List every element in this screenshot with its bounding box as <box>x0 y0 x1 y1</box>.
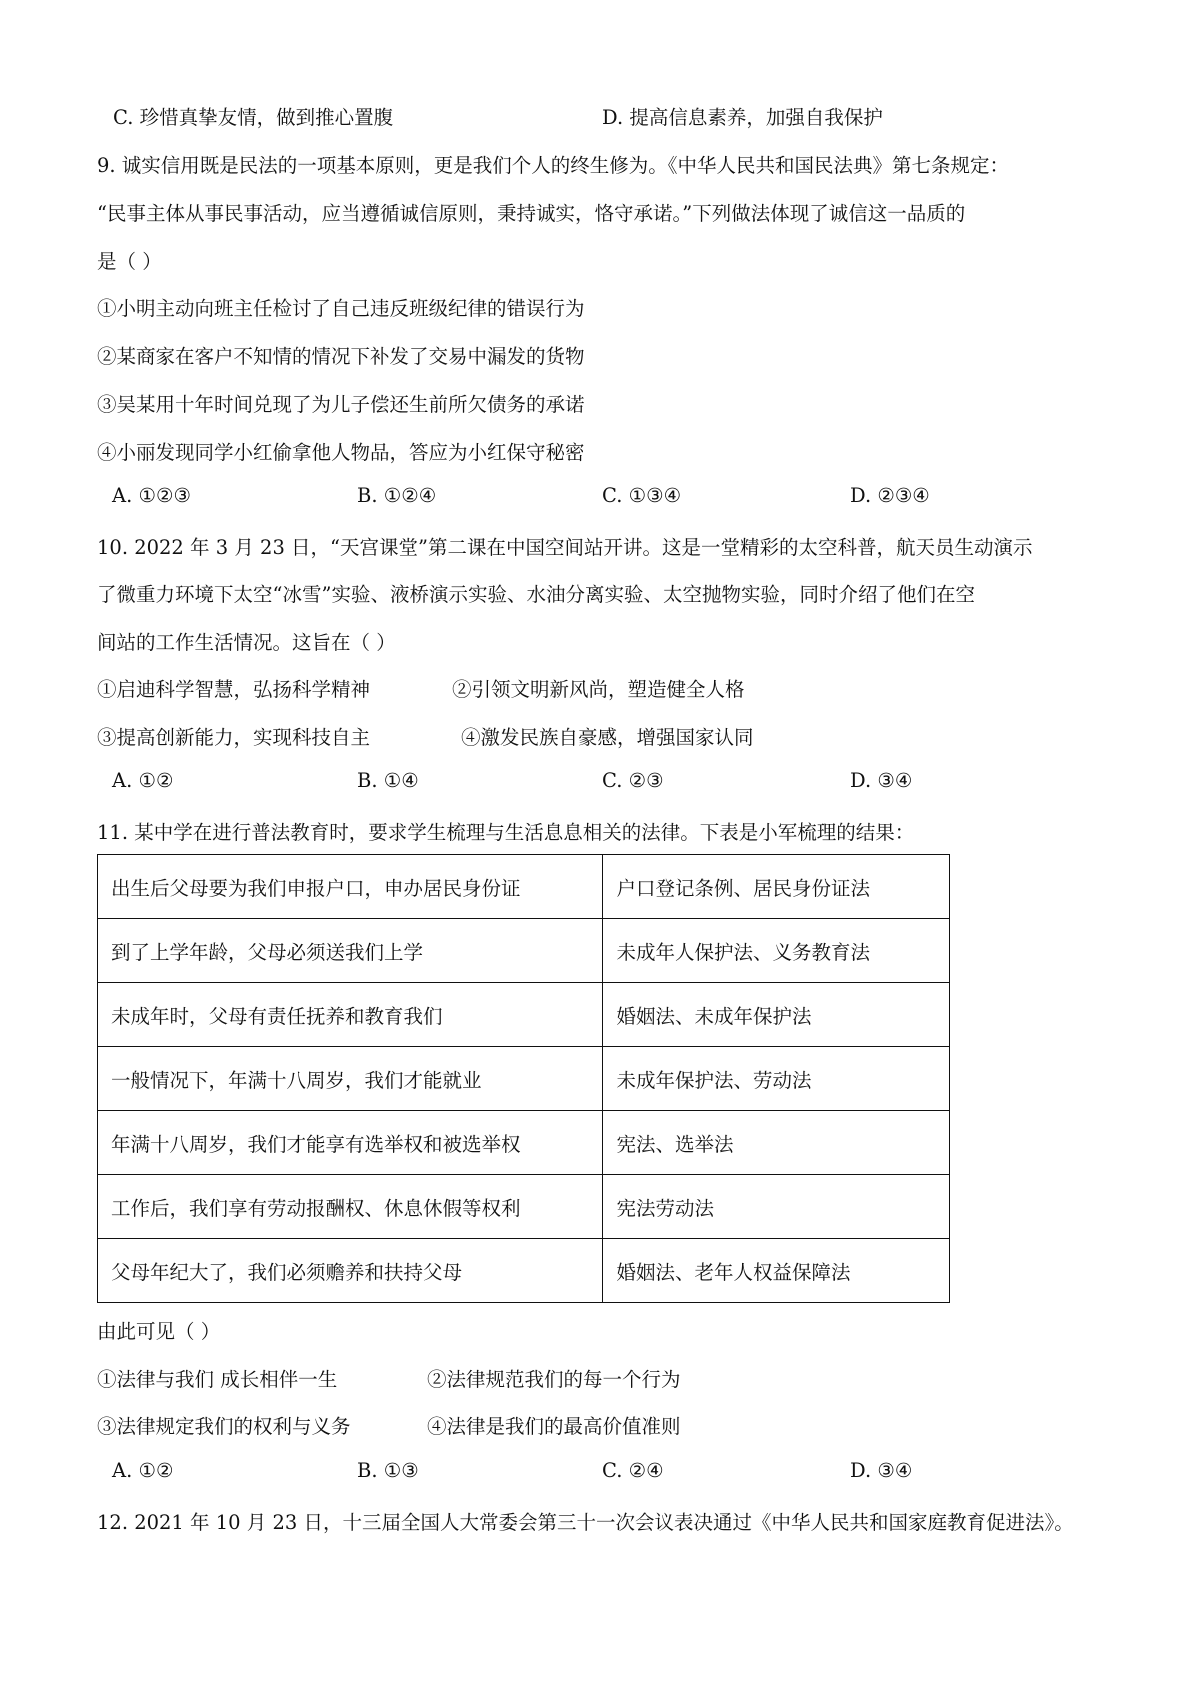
q9-statement-1: ①小明主动向班主任检讨了自己违反班级纪律的错误行为 <box>97 297 585 320</box>
table-cell-law: 宪法劳动法 <box>603 1175 950 1239</box>
table-cell-situation: 年满十八周岁，我们才能享有选举权和被选举权 <box>98 1111 603 1175</box>
q11-statement-2: ②法律规范我们的每一个行为 <box>427 1368 681 1391</box>
table-row <box>98 855 950 919</box>
q10-statements-row-2 <box>0 722 1200 752</box>
table-cell-law: 未成年保护法、劳动法 <box>603 1047 950 1111</box>
table-row <box>98 1239 950 1303</box>
q10-statements-row-1 <box>0 674 1200 704</box>
q11-option-b: B. ①③ <box>357 1459 419 1482</box>
q10-statement-4: ④激发民族自豪感，增强国家认同 <box>461 726 754 749</box>
q11-statement-4: ④法律是我们的最高价值准则 <box>427 1415 681 1438</box>
q11-statement-3: ③法律规定我们的权利与义务 <box>97 1415 351 1438</box>
q12-stem-line-1: 12. 2021 年 10 月 23 日，十三届全国人大常委会第三十一次会议表决通过《中华人民共和国家庭教育促进法》。 <box>97 1511 1074 1534</box>
q11-stem: 11. 某中学在进行普法教育时，要求学生梳理与生活息息相关的法律。下表是小军梳理的结果： <box>97 821 915 844</box>
table-cell-situation: 父母年纪大了，我们必须赡养和扶持父母 <box>98 1239 603 1303</box>
table-cell-law: 宪法、选举法 <box>603 1111 950 1175</box>
q10-option-d: D. ③④ <box>850 769 913 792</box>
q10-stem-line-1: 10. 2022 年 3 月 23 日，“天宫课堂”第二课在中国空间站开讲。这是一堂精彩的太空科普，航天员生动演示 <box>97 536 1033 559</box>
q9-stem-line-1: 9. 诚实信用既是民法的一项基本原则，更是我们个人的终生修为。《中华人民共和国民法典》第七条规定： <box>97 154 1010 177</box>
table-row <box>98 919 950 983</box>
table-row <box>98 983 950 1047</box>
table-cell-situation: 未成年时，父母有责任抚养和教育我们 <box>98 983 603 1047</box>
q10-statement-1: ①启迪科学智慧，弘扬科学精神 <box>97 678 371 701</box>
q11-options-row <box>0 1459 1200 1489</box>
q11-statements-row-2 <box>0 1411 1200 1441</box>
q11-statements-row-1 <box>0 1364 1200 1394</box>
q9-statement-3: ③吴某用十年时间兑现了为儿子偿还生前所欠债务的承诺 <box>97 393 585 416</box>
q10-stem-line-3: 间站的工作生活情况。这旨在（ ） <box>97 631 396 654</box>
q11-option-d: D. ③④ <box>850 1459 913 1482</box>
q10-option-b: B. ①④ <box>357 769 419 792</box>
q11-statement-1: ①法律与我们 成长相伴一生 <box>97 1368 338 1391</box>
table-cell-situation: 一般情况下，年满十八周岁，我们才能就业 <box>98 1047 603 1111</box>
table-cell-law: 婚姻法、未成年保护法 <box>603 983 950 1047</box>
table-cell-law: 未成年人保护法、义务教育法 <box>603 919 950 983</box>
q10-options-row <box>0 769 1200 799</box>
table-cell-situation: 到了上学年龄，父母必须送我们上学 <box>98 919 603 983</box>
q11-option-a: A. ①② <box>112 1459 174 1482</box>
table-row <box>98 1111 950 1175</box>
q9-option-c: C. ①③④ <box>602 484 682 507</box>
table-cell-law: 户口登记条例、居民身份证法 <box>603 855 950 919</box>
q10-option-a: A. ①② <box>112 769 174 792</box>
q10-stem-line-2: 了微重力环境下太空“冰雪”实验、液桥演示实验、水油分离实验、太空抛物实验，同时介绍了他们在空 <box>97 583 975 606</box>
q11-conclusion: 由此可见（ ） <box>97 1320 221 1343</box>
q9-option-a: A. ①②③ <box>112 484 191 507</box>
q9-statement-2: ②某商家在客户不知情的情况下补发了交易中漏发的货物 <box>97 345 585 368</box>
table-cell-situation: 出生后父母要为我们申报户口，申办居民身份证 <box>98 855 603 919</box>
q8-option-c: C. 珍惜真挚友情，做到推心置腹 <box>113 106 394 129</box>
q9-options-row <box>0 484 1200 514</box>
table-cell-law: 婚姻法、老年人权益保障法 <box>603 1239 950 1303</box>
q10-option-c: C. ②③ <box>602 769 664 792</box>
table-row <box>98 1175 950 1239</box>
q9-stem-line-3: 是（ ） <box>97 250 162 273</box>
q11-option-c: C. ②④ <box>602 1459 664 1482</box>
q9-statement-4: ④小丽发现同学小红偷拿他人物品，答应为小红保守秘密 <box>97 441 585 464</box>
table-cell-situation: 工作后，我们享有劳动报酬权、休息休假等权利 <box>98 1175 603 1239</box>
q10-statement-2: ②引领文明新风尚，塑造健全人格 <box>452 678 745 701</box>
q9-option-b: B. ①②④ <box>357 484 437 507</box>
table-row <box>98 1047 950 1111</box>
q8-options-row <box>0 102 1200 132</box>
law-table <box>97 854 950 1303</box>
q8-option-d: D. 提高信息素养，加强自我保护 <box>602 106 883 129</box>
q9-stem-line-2: “民事主体从事民事活动，应当遵循诚信原则，秉持诚实，恪守承诺。”下列做法体现了诚信这一品质的 <box>97 202 966 225</box>
q10-statement-3: ③提高创新能力，实现科技自主 <box>97 726 371 749</box>
q9-option-d: D. ②③④ <box>850 484 930 507</box>
